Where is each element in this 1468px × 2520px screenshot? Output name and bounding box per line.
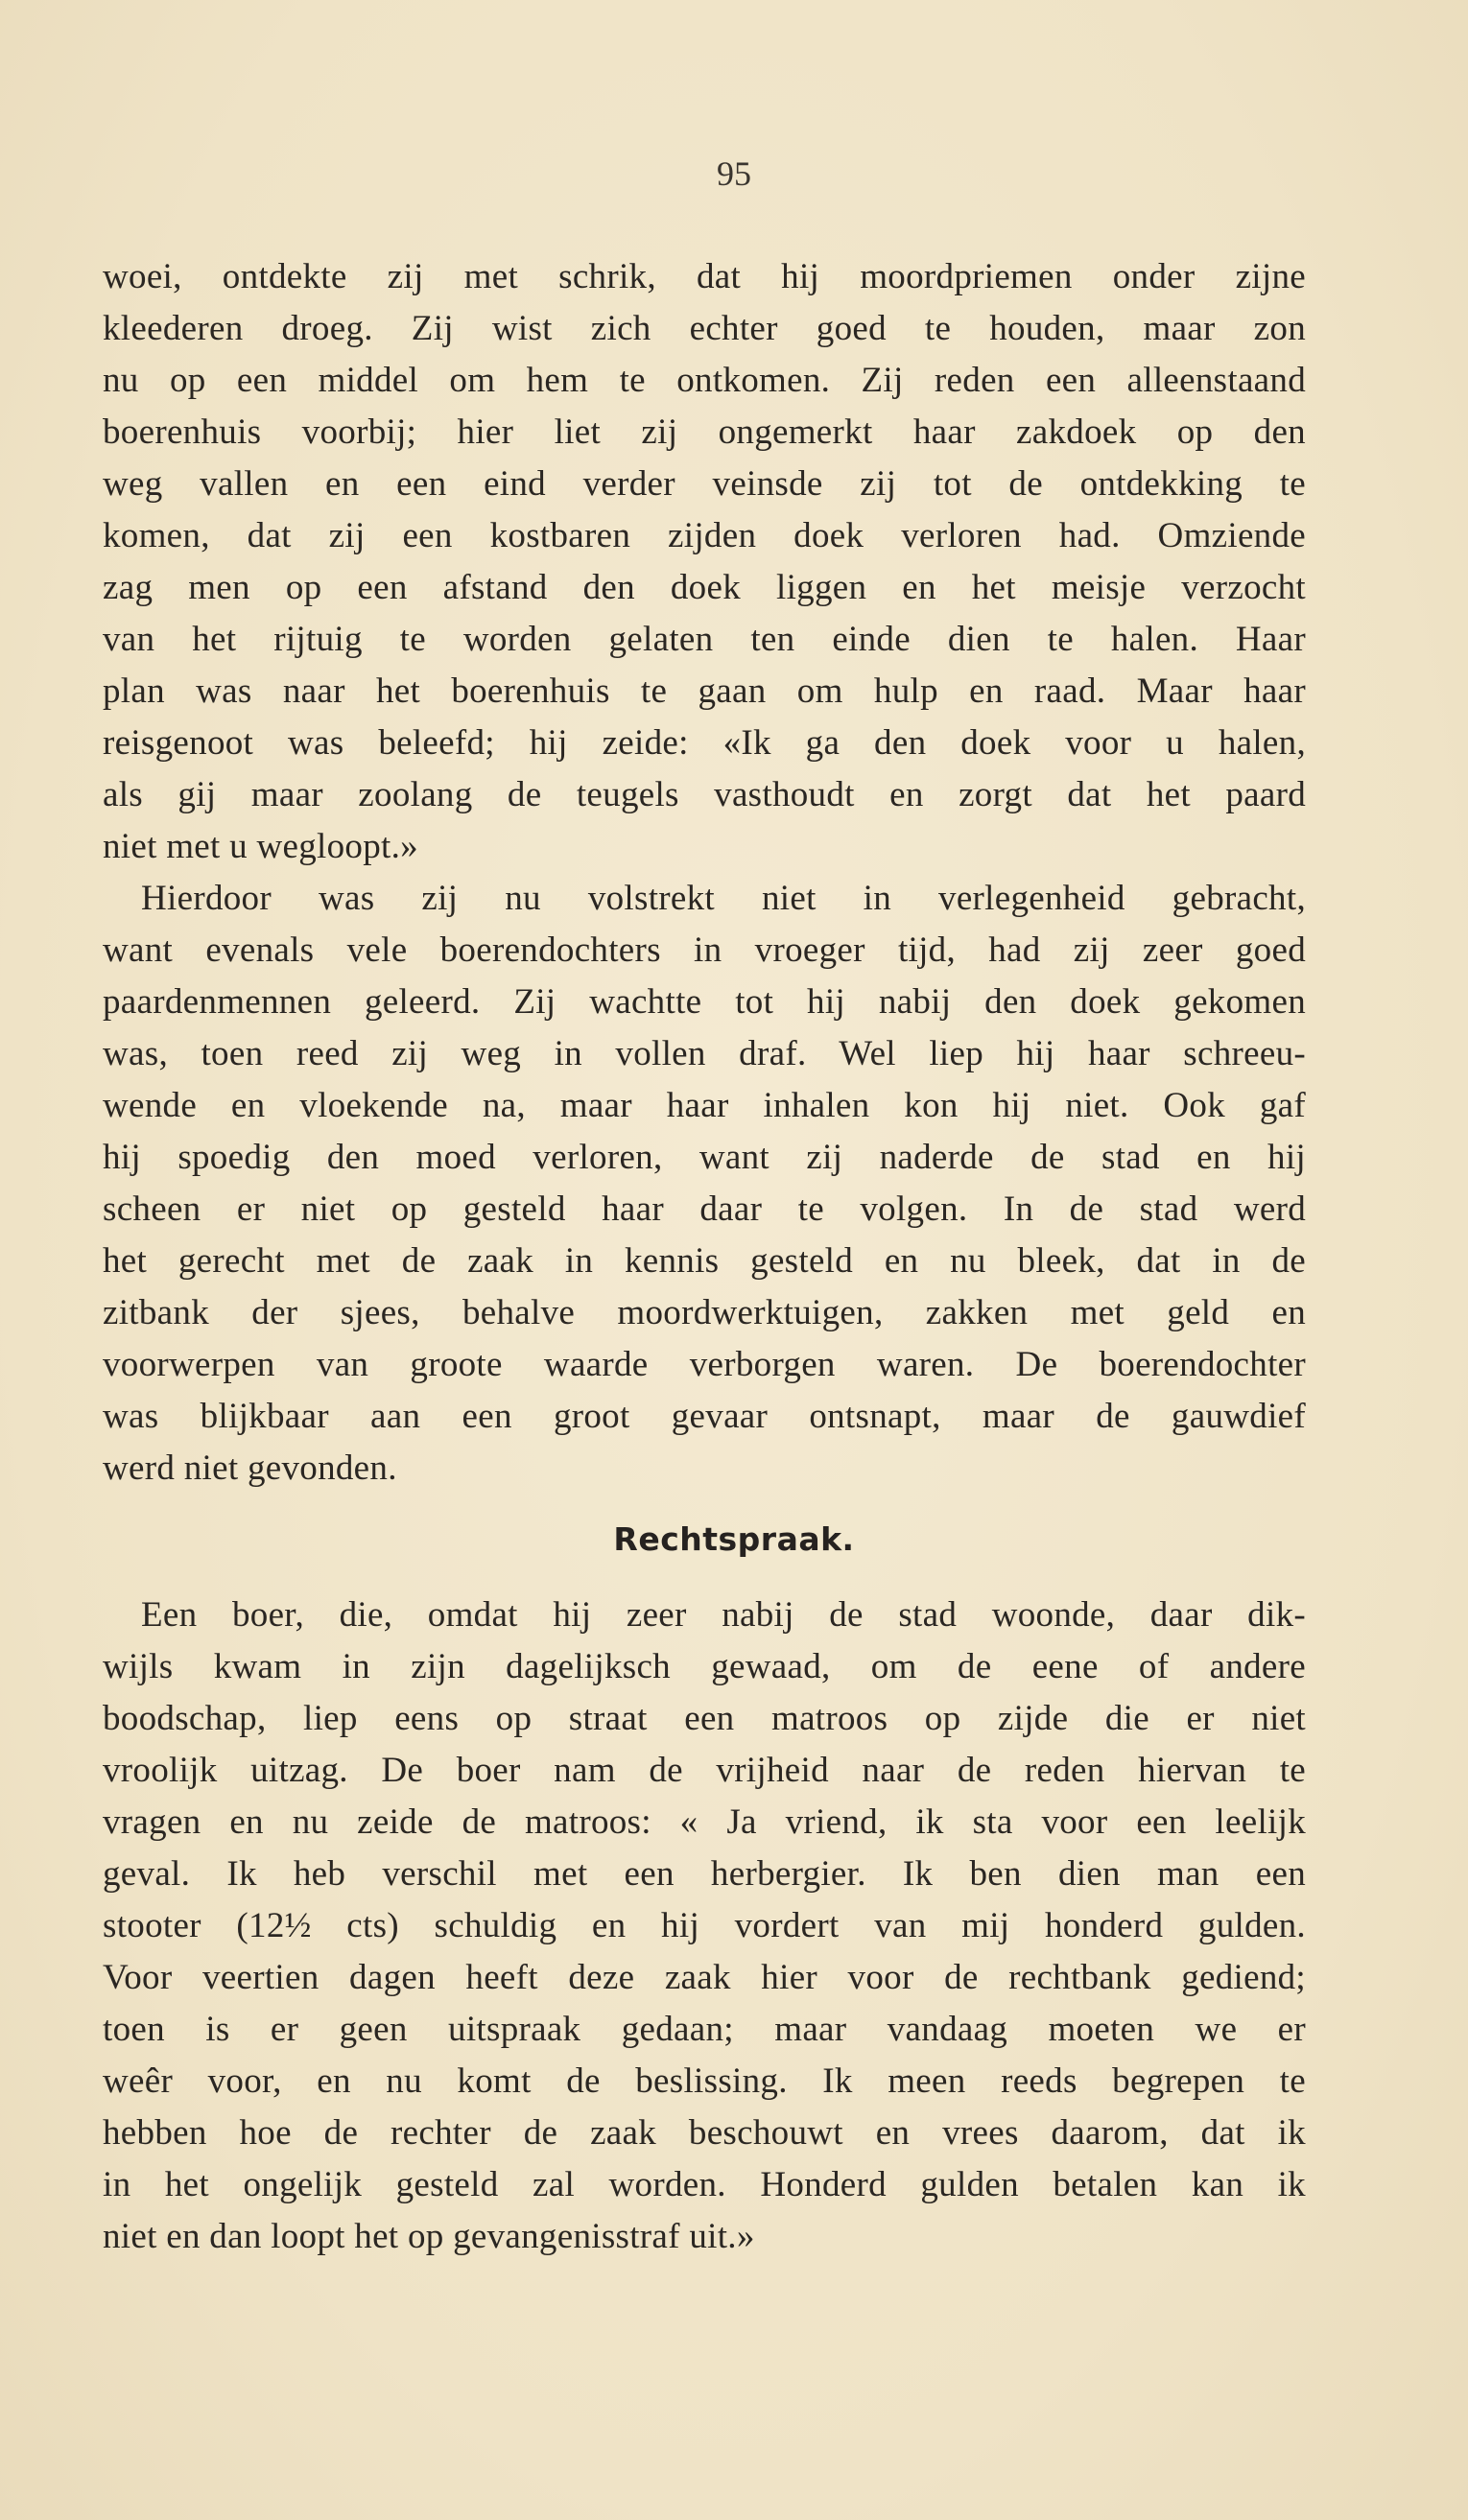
text-line: vragen en nu zeide de matroos: « Ja vriend, ik sta voor een leelijk (103, 1802, 1306, 1842)
text-line: weêr voor, en nu komt de beslissing. Ik meen reeds begrepen te (103, 2061, 1306, 2101)
text-line: scheen er niet op gesteld haar daar te volgen. In de stad werd (103, 1189, 1306, 1229)
text-line: als gij maar zoolang de teugels vasthoudt en zorgt dat het paard (103, 775, 1306, 814)
text-line: Voor veertien dagen heeft deze zaak hier voor de rechtbank gediend; (103, 1958, 1306, 1997)
text-line: kleederen droeg. Zij wist zich echter goed te houden, maar zon (103, 309, 1306, 348)
text-line: nu op een middel om hem te ontkomen. Zij reden een alleenstaand (103, 361, 1306, 400)
text-line: plan was naar het boerenhuis te gaan om hulp en raad. Maar haar (103, 671, 1306, 711)
text-line: geval. Ik heb verschil met een herbergier. Ik ben dien man een (103, 1854, 1306, 1894)
text-line: stooter (12½ cts) schuldig en hij vordert van mij honderd gulden. (103, 1906, 1306, 1945)
text-line: werd niet gevonden. (103, 1448, 397, 1488)
text-line: zag men op een afstand den doek liggen en het meisje verzocht (103, 568, 1306, 607)
text-line: het gerecht met de zaak in kennis gesteld en nu bleek, dat in de (103, 1241, 1306, 1281)
text-line: voorwerpen van groote waarde verborgen waren. De boerendochter (103, 1345, 1306, 1384)
text-line: wende en vloekende na, maar haar inhalen kon hij niet. Ook gaf (103, 1086, 1306, 1125)
paragraph (103, 1590, 1306, 2263)
text-line: woei, ontdekte zij met schrik, dat hij moordpriemen onder zijne (103, 257, 1306, 296)
text-line: was blijkbaar aan een groot gevaar ontsnapt, maar de gauwdief (103, 1397, 1306, 1436)
section-heading: Rechtspraak. (613, 1520, 855, 1558)
text-line: komen, dat zij een kostbaren zijden doek verloren had. Omziende (103, 516, 1306, 555)
paragraph (103, 873, 1306, 1495)
text-line: zitbank der sjees, behalve moordwerktuigen, zakken met geld en (103, 1293, 1306, 1332)
text-line: hebben hoe de rechter de zaak beschouwt en vrees daarom, dat ik (103, 2113, 1306, 2153)
text-line: Hierdoor was zij nu volstrekt niet in verlegenheid gebracht, (141, 879, 1306, 918)
text-line: want evenals vele boerendochters in vroeger tijd, had zij zeer goed (103, 930, 1306, 970)
text-line: Een boer, die, omdat hij zeer nabij de stad woonde, daar dik- (141, 1595, 1306, 1635)
text-line: wijls kwam in zijn dagelijksch gewaad, om de eene of andere (103, 1647, 1306, 1686)
text-line: van het rijtuig te worden gelaten ten einde dien te halen. Haar (103, 620, 1306, 659)
text-line: paardenmennen geleerd. Zij wachtte tot hij nabij den doek gekomen (103, 982, 1306, 1022)
text-line: weg vallen en een eind verder veinsde zij tot de ontdekking te (103, 464, 1306, 504)
text-line: hij spoedig den moed verloren, want zij naderde de stad en hij (103, 1138, 1306, 1177)
body-text-top (103, 251, 1306, 1495)
text-line: niet en dan loopt het op gevangenisstraf uit.» (103, 2217, 755, 2256)
paragraph (103, 251, 1306, 873)
text-line: in het ongelijk gesteld zal worden. Honderd gulden betalen kan ik (103, 2165, 1306, 2204)
text-line: was, toen reed zij weg in vollen draf. Wel liep hij haar schreeu- (103, 1034, 1306, 1073)
page-number: 95 (717, 154, 751, 193)
text-line: niet met u wegloopt.» (103, 827, 418, 866)
text-line: vroolijk uitzag. De boer nam de vrijheid naar de reden hiervan te (103, 1751, 1306, 1790)
text-line: boodschap, liep eens op straat een matroos op zijde die er niet (103, 1699, 1306, 1738)
text-line: reisgenoot was beleefd; hij zeide: «Ik ga den doek voor u halen, (103, 723, 1306, 763)
text-line: toen is er geen uitspraak gedaan; maar vandaag moeten we er (103, 2010, 1306, 2049)
text-line: boerenhuis voorbij; hier liet zij ongemerkt haar zakdoek op den (103, 412, 1306, 452)
body-text-bottom (103, 1590, 1306, 2263)
